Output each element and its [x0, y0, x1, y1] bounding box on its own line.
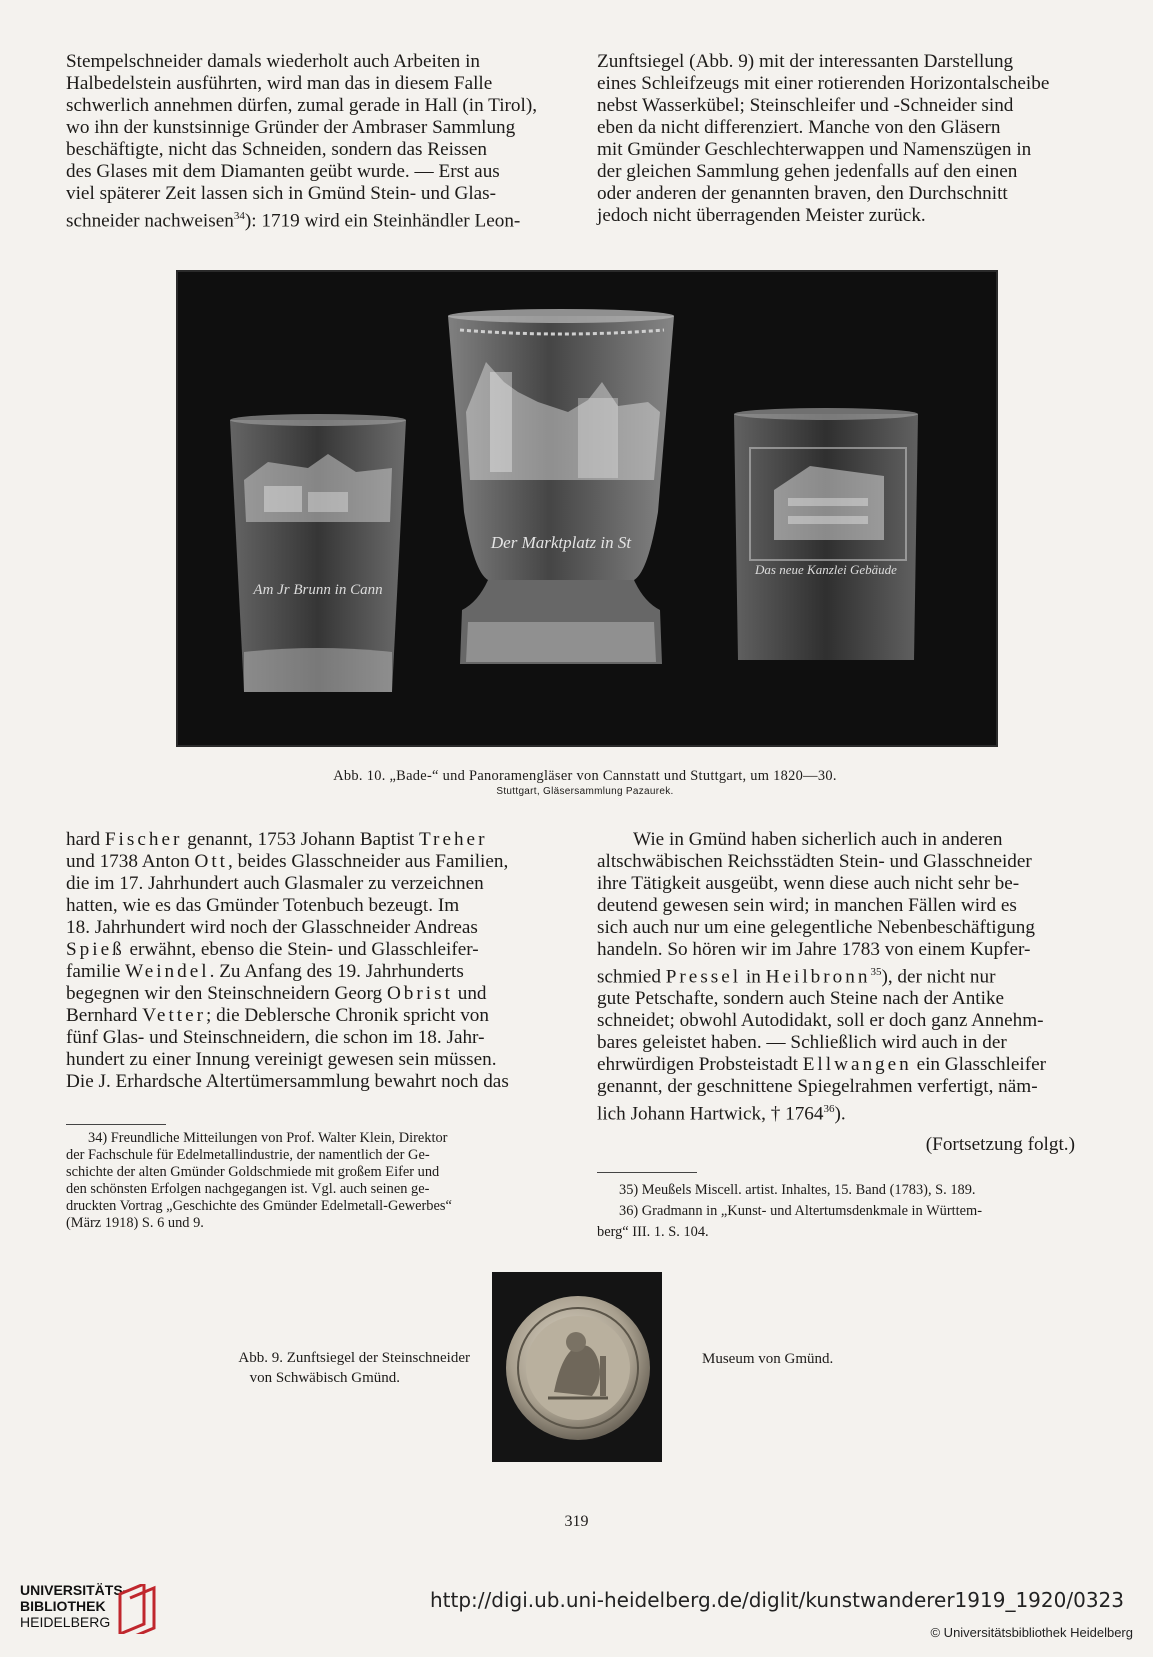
- text-column-top-left: [66, 51, 544, 232]
- text-line: hundert zu einer Innung vereinigt gewesen sein müssen.: [66, 1049, 497, 1070]
- glasses-illustration: [178, 272, 996, 745]
- text-line: hard Fischer genannt, 1753 Johann Baptist Treher: [66, 829, 488, 850]
- text-line: Spieß erwähnt, ebenso die Stein- und Glasschleifer-: [66, 939, 479, 960]
- text-column-bottom-left: [66, 829, 560, 1093]
- footnote-ref: 34: [233, 210, 245, 222]
- glass-right-inscription: Das neue Kanzlei Gebäude: [755, 562, 897, 577]
- text-line: schwerlich annehmen dürfen, zumal gerade in Hall (in Tirol),: [66, 95, 538, 116]
- footnote-line: berg“ III. 1. S. 104.: [597, 1224, 709, 1240]
- logo-line: UNIVERSITÄTS-: [20, 1582, 128, 1598]
- text-line: Die J. Erhardsche Altertümersammlung bewahrt noch das: [66, 1071, 509, 1092]
- text-line: schmied Pressel in Heilbronn$^{35}$), der nicht nur: [597, 966, 996, 988]
- text-line: Halbedelstein ausführten, wird man das in diesem Falle: [66, 73, 493, 94]
- text-line: lich Johann Hartwick, † 1764$^{36}$).: [597, 1103, 846, 1125]
- glass-middle-inscription: Der Marktplatz in St: [490, 533, 632, 552]
- footnote-line: der Fachschule für Edelmetallindustrie, der namentlich der Ge-: [66, 1147, 430, 1163]
- library-logo-icon: [114, 1584, 162, 1634]
- text-line: oder anderen der genannten braven, den Durchschnitt: [597, 183, 1008, 204]
- continuation-note: (Fortsetzung folgt.): [925, 1133, 1075, 1155]
- footnote-line: druckten Vortrag „Geschichte des Gmünder Edelmetall-Gewerbes“: [66, 1198, 452, 1214]
- text-line: jedoch nicht überragenden Meister zurück.: [597, 205, 926, 226]
- document-url[interactable]: http://digi.ub.uni-heidelberg.de/diglit/kunstwanderer1919_1920/0323: [430, 1588, 1124, 1612]
- glass-right: [734, 408, 918, 660]
- text-line: eines Schleifzeugs mit einer rotierenden Horizontalscheibe: [597, 73, 1050, 94]
- text-line: mit Gmünder Geschlechterwappen und Namenszügen in: [597, 139, 1032, 160]
- text-line: eben da nicht differenziert. Manche von den Gläsern: [597, 117, 1001, 138]
- logo-line: BIBLIOTHEK: [20, 1598, 106, 1614]
- footnotes-35-36: [597, 1180, 1097, 1243]
- text-line: fünf Glas- und Steinschneidern, die schon im 18. Jahr-: [66, 1027, 485, 1048]
- figure-9-seal-photo: [492, 1272, 662, 1462]
- text-line: Stempelschneider damals wiederholt auch Arbeiten in: [66, 51, 481, 72]
- text-line: Wie in Gmünd haben sicherlich auch in anderen: [633, 829, 1003, 850]
- seal-illustration: [492, 1272, 662, 1462]
- copyright-notice: © Universitätsbibliothek Heidelberg: [930, 1625, 1133, 1640]
- text-line: Zunftsiegel (Abb. 9) mit der interessanten Darstellung: [597, 51, 1014, 72]
- text-line: handeln. So hören wir im Jahre 1783 von einem Kupfer-: [597, 939, 1031, 960]
- text-column-top-right: [597, 51, 1093, 227]
- text-line: altschwäbischen Reichsstädten Stein- und Glasschneider: [597, 851, 1032, 872]
- footnote-line: 36) Gradmann in „Kunst- und Altertumsdenkmale in Württem-: [619, 1203, 983, 1219]
- footnote-rule-left: [66, 1124, 166, 1125]
- footer-bar: [0, 1568, 1153, 1657]
- text-line: ehrwürdigen Probsteistadt Ellwangen ein Glasschleifer: [597, 1054, 1047, 1076]
- text-line: viel späterer Zeit lassen sich in Gmünd Stein- und Glas-: [66, 183, 497, 204]
- text-line: die im 17. Jahrhundert auch Glasmaler zu verzeichnen: [66, 873, 484, 894]
- logo-line: HEIDELBERG: [20, 1614, 111, 1630]
- library-logo-text: [20, 1582, 127, 1630]
- figure-10-caption: [176, 768, 994, 799]
- footnote-line: den schönsten Erfolgen nachgegangen ist. Vgl. auch seinen ge-: [66, 1181, 430, 1197]
- glass-left: [230, 414, 406, 692]
- page-number: 319: [564, 1513, 589, 1530]
- text-line: genannt, der geschnittene Spiegelrahmen verfertigt, näm-: [597, 1076, 1038, 1098]
- caption-text: Abb. 10. „Bade-“ und Panoramengläser von Cannstatt und Stuttgart, um 1820—30.: [333, 768, 837, 784]
- text-line: beschäftigte, nicht das Schneiden, sondern das Reissen: [66, 139, 487, 160]
- text-line: familie Weindel. Zu Anfang des 19. Jahrhunderts: [66, 961, 464, 982]
- text-line: wo ihn der kunstsinnige Gründer der Ambraser Sammlung: [66, 117, 516, 138]
- figure-10-photograph: [176, 270, 998, 747]
- footnote-ref: 35: [870, 966, 882, 978]
- caption-credit: Stuttgart, Gläsersammlung Pazaurek.: [496, 786, 674, 797]
- text-line: des Glases mit dem Diamanten geübt wurde. — Erst aus: [66, 161, 500, 182]
- figure-9-caption: [130, 1348, 470, 1388]
- glass-left-inscription: Am Jr Brunn in Cann: [253, 582, 383, 598]
- text-line: nebst Wasserkübel; Steinschleifer und -Schneider sind: [597, 95, 1014, 116]
- text-line: der gleichen Sammlung gehen jedenfalls auf den einen: [597, 161, 1018, 182]
- caption-line: Abb. 9. Zunftsiegel der Steinschneider: [238, 1350, 470, 1366]
- text-line: bares geleistet haben. — Schließlich wird auch in der: [597, 1032, 1007, 1054]
- glass-middle: [448, 309, 674, 664]
- footnote-line: 35) Meußels Miscell. artist. Inhaltes, 15. Band (1783), S. 189.: [619, 1182, 976, 1198]
- footnote-rule-right: [597, 1172, 697, 1173]
- footnote-line: 34) Freundliche Mitteilungen von Prof. Walter Klein, Direktor: [88, 1130, 448, 1146]
- text-line: ihre Tätigkeit ausgeübt, wenn diese auch nicht sehr be-: [597, 873, 1020, 894]
- footnote-ref: 36: [823, 1103, 835, 1116]
- text-line: 18. Jahrhundert wird noch der Glasschneider Andreas: [66, 917, 478, 938]
- text-line: schneidet; obwohl Autodidakt, soll er doch ganz Annehm-: [597, 1010, 1044, 1032]
- text-line: deutend gewesen sein wird; in manchen Fällen wird es: [597, 895, 1017, 916]
- figure-9-museum: Museum von Gmünd.: [702, 1351, 834, 1367]
- text-column-bottom-right: [597, 829, 1093, 1156]
- text-line: begegnen wir den Steinschneidern Georg Obrist und: [66, 983, 487, 1004]
- footnote-34: [66, 1130, 566, 1232]
- text-line: hatten, wie es das Gmünder Totenbuch bezeugt. Im: [66, 895, 460, 916]
- footnote-line: (März 1918) S. 6 und 9.: [66, 1215, 204, 1231]
- caption-line: von Schwäbisch Gmünd.: [249, 1370, 400, 1386]
- text-line: gute Petschafte, sondern auch Steine nach der Antike: [597, 988, 1005, 1010]
- footnote-line: schichte der alten Gmünder Goldschmiede mit großem Eifer und: [66, 1164, 440, 1180]
- text-line: schneider nachweisen$^{34}$): 1719 wird ein Steinhändler Leon-: [66, 210, 521, 232]
- text-line: Bernhard Vetter; die Deblersche Chronik spricht von: [66, 1005, 489, 1026]
- text-line: und 1738 Anton Ott, beides Glasschneider aus Familien,: [66, 851, 509, 872]
- text-line: sich auch nur um eine gelegentliche Nebenbeschäftigung: [597, 917, 1035, 938]
